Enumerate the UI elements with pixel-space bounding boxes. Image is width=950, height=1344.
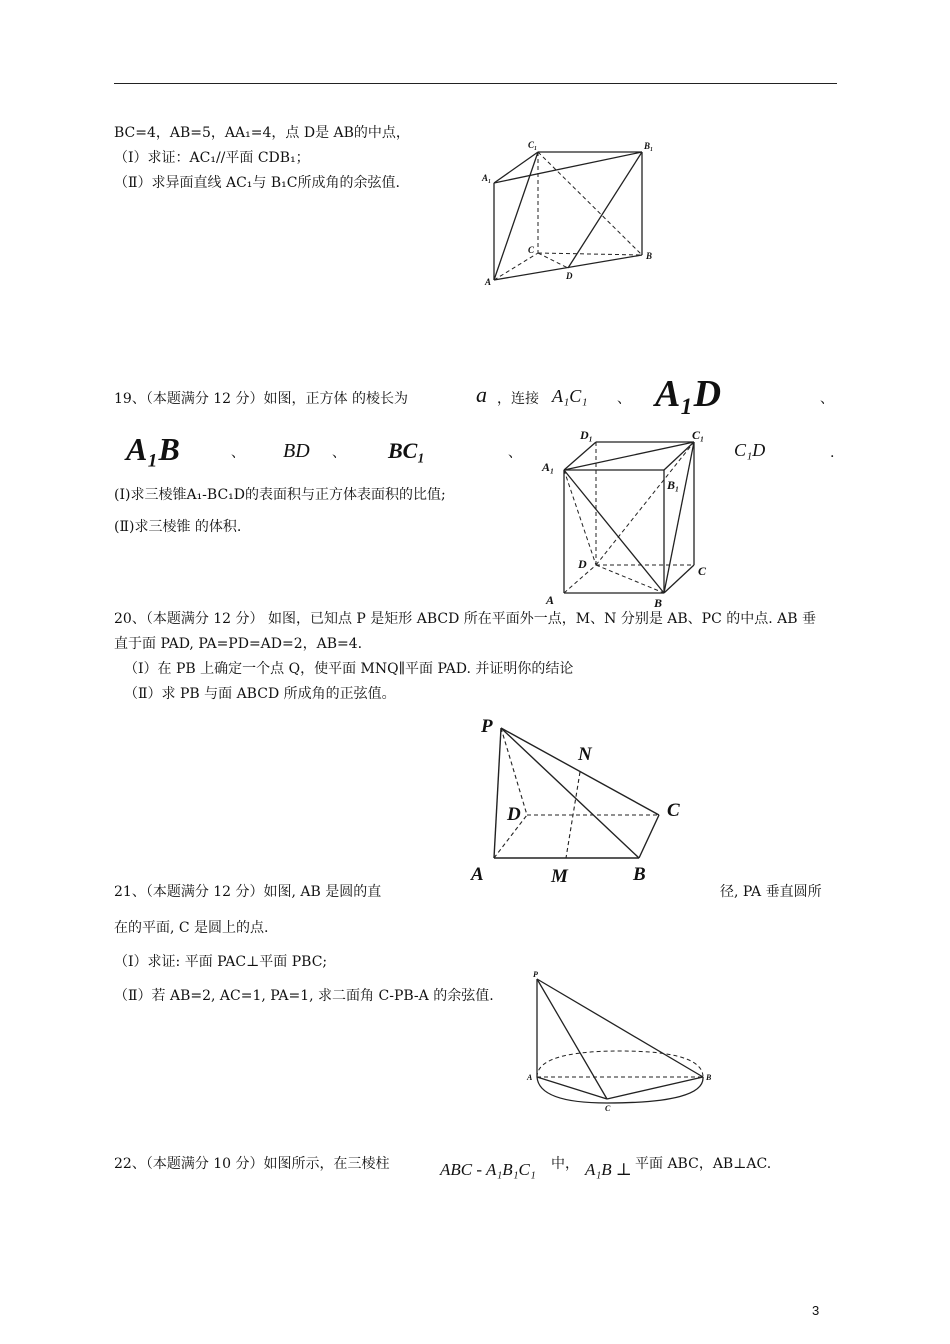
q19-a1b: A₁B <box>126 431 180 467</box>
q20-label-d: D <box>507 804 521 825</box>
q19-bd: BD <box>283 440 310 462</box>
q20-part2: （Ⅱ）求 PB 与面 ABCD 所成角的正弦值。 <box>124 686 396 702</box>
q19-part1: (Ⅰ)求三棱锥A₁-BC₁D的表面积与正方体表面积的比值; <box>114 487 446 503</box>
q20-pyramid-figure <box>465 710 695 890</box>
q19-sep4: 、 <box>332 445 346 461</box>
q19-label-a1: A₁ <box>542 460 555 474</box>
q19-a1d: A₁D <box>655 373 722 415</box>
q19-var-a: a <box>476 382 487 407</box>
q19-bc1: BC₁ <box>388 438 426 463</box>
q19-label-c1: C₁ <box>692 428 705 442</box>
q20-label-n: N <box>578 744 592 765</box>
q19-label-b: B <box>654 596 663 610</box>
page-number: 3 <box>812 1303 820 1318</box>
q18-label-c: C <box>528 245 535 255</box>
q21-label-p: P <box>533 970 538 979</box>
q19-line1: 19、（本题满分 12 分）如图，正方体 的棱长为 <box>114 391 408 407</box>
q21-label-c: C <box>605 1104 611 1113</box>
q22-line1a: 22、（本题满分 10 分）如图所示，在三棱柱 <box>114 1156 390 1172</box>
q19-connect: ，连接 <box>497 391 539 407</box>
q21-label-b: B <box>706 1073 712 1082</box>
q19-a1c1: A₁C₁ <box>552 386 588 406</box>
q18-label-b1: B₁ <box>644 141 654 151</box>
q20-label-p: P <box>481 716 493 737</box>
q19-cube-figure <box>540 425 720 615</box>
q19-c1d: C₁D <box>734 440 766 460</box>
q18-label-b: B <box>646 251 653 261</box>
q18-part1: （Ⅰ）求证：AC₁//平面 CDB₁； <box>114 150 310 166</box>
q19-label-a: A <box>546 593 555 607</box>
q22-line1b: 平面 ABC，AB⊥AC. <box>635 1156 772 1172</box>
q19-sep5: 、 <box>508 445 522 461</box>
q18-prism-figure <box>470 135 670 295</box>
q22-mid: 中， <box>551 1156 579 1172</box>
q19-sep3: 、 <box>231 445 245 461</box>
q21-label-a: A <box>527 1073 533 1082</box>
q20-line1: 20、（本题满分 12 分） 如图，已知点 P 是矩形 ABCD 所在平面外一点，M、N 分别是 AB、PC 的中点. AB 垂 <box>114 611 817 627</box>
q19-sep1: 、 <box>617 391 631 407</box>
q20-label-b: B <box>633 864 646 885</box>
q22-prism: ABC - A₁B₁C₁ <box>440 1160 536 1179</box>
q21-line1a: 21、（本题满分 12 分）如图, AB 是圆的直 <box>114 884 382 900</box>
q19-label-d: D <box>578 557 587 571</box>
q19-part2: (Ⅱ)求三棱锥 的体积. <box>114 519 242 535</box>
q18-label-a1: A₁ <box>482 173 492 183</box>
q18-label-d: D <box>566 271 573 281</box>
q18-given: BC=4，AB=5，AA₁=4，点 D是 AB的中点， <box>114 125 410 141</box>
q21-cone-figure <box>525 965 725 1115</box>
q18-label-a: A <box>485 277 492 287</box>
q21-line1b: 径, PA 垂直圆所 <box>720 884 822 900</box>
q20-label-c: C <box>667 800 680 821</box>
q21-line2: 在的平面, C 是圆上的点. <box>114 920 269 936</box>
q19-label-d1: D₁ <box>580 428 593 442</box>
q19-end: . <box>830 445 835 461</box>
q21-part1: （Ⅰ）求证: 平面 PAC⊥平面 PBC; <box>114 954 328 970</box>
q20-label-m: M <box>551 866 568 887</box>
q19-label-c: C <box>698 564 707 578</box>
header-rule <box>114 83 837 84</box>
q20-line2: 直于面 PAD, PA=PD=AD=2，AB=4. <box>114 636 363 652</box>
q22-perp: A₁B ⊥ <box>585 1160 632 1179</box>
q21-part2: （Ⅱ）若 AB=2, AC=1, PA=1, 求二面角 C-PB-A 的余弦值. <box>114 988 494 1004</box>
q19-sep2: 、 <box>820 391 834 407</box>
q20-label-a: A <box>471 864 484 885</box>
q18-label-c1: C₁ <box>528 140 538 150</box>
q18-part2: （Ⅱ）求异面直线 AC₁与 B₁C所成角的余弦值. <box>114 175 400 191</box>
q19-label-b1: B₁ <box>667 478 680 492</box>
q20-part1: （Ⅰ）在 PB 上确定一个点 Q，使平面 MNQ∥平面 PAD. 并证明你的结论 <box>124 661 574 677</box>
